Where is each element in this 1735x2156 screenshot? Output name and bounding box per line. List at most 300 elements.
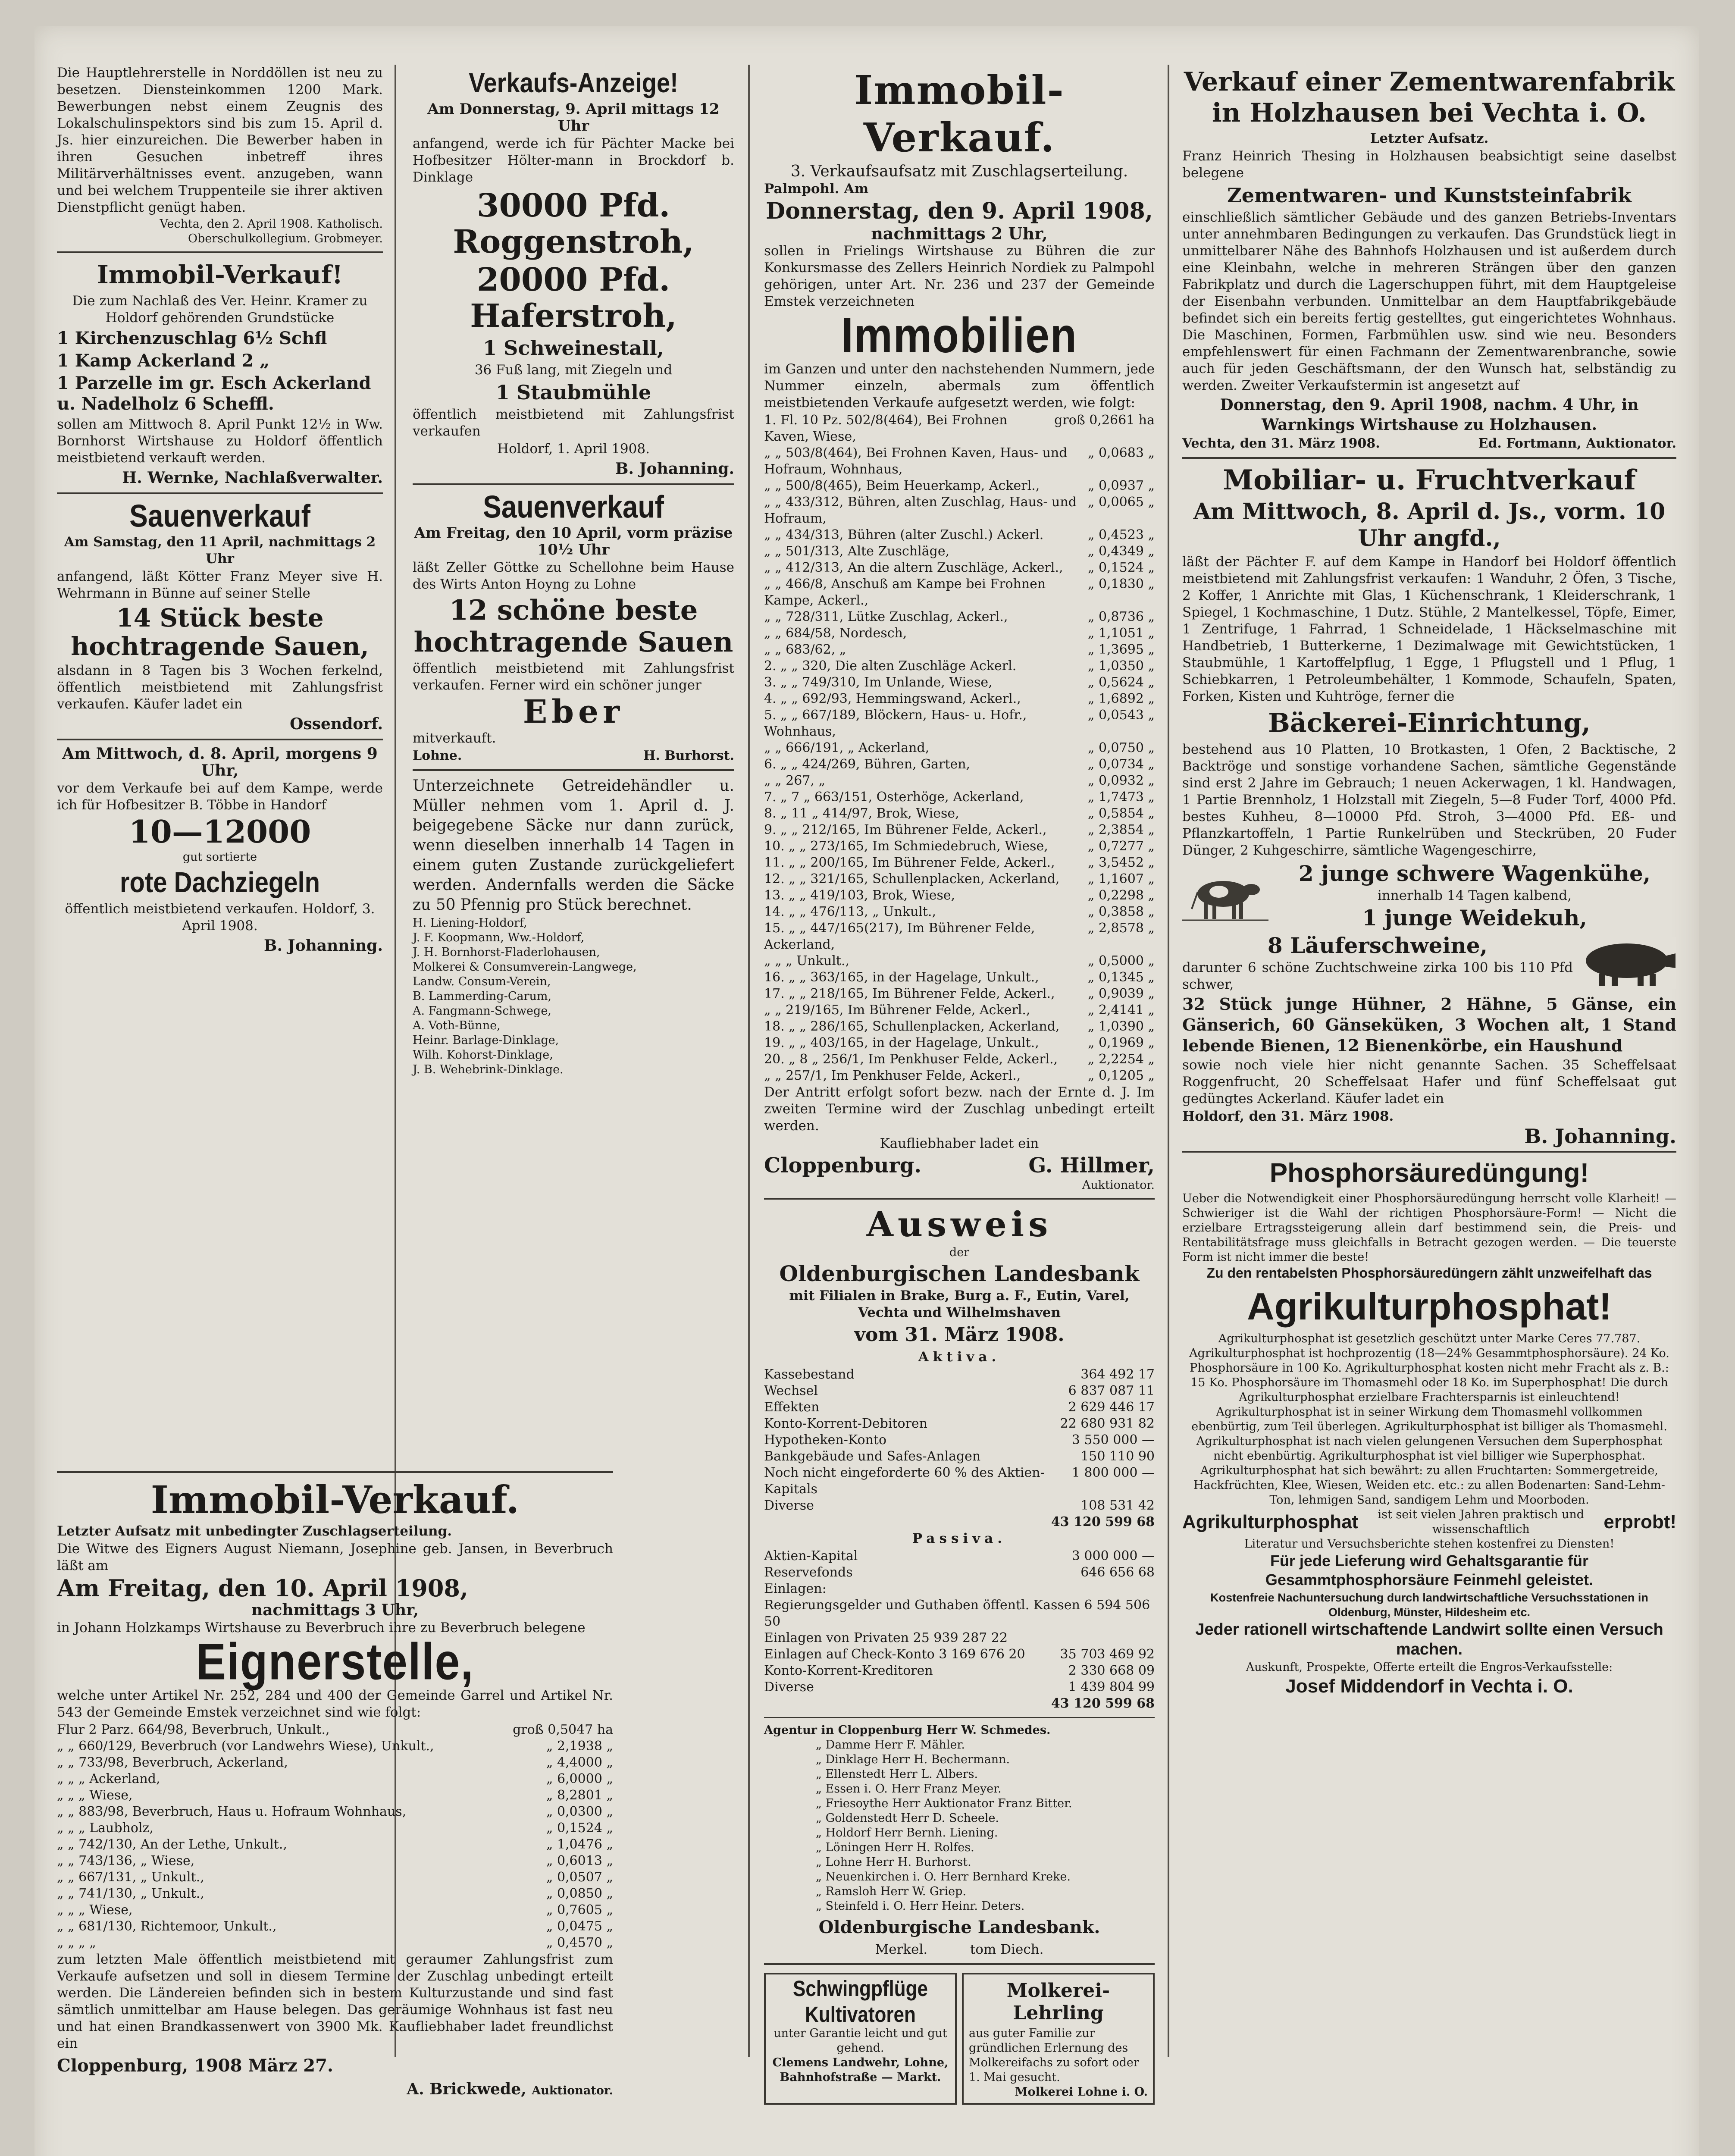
parcel-row [764, 1002, 1155, 1018]
saecke-signer: H. Liening-Holdorf, [413, 916, 527, 930]
eignerstelle-ad-role: Auktionator. [532, 2084, 613, 2097]
agents-title: Agentur in Cloppenburg Herr W. Schmedes. [764, 1724, 1051, 1737]
verkaufs-anzeige-date: Am Donnerstag, 9. April mittags 12 Uhr [427, 100, 720, 135]
parcel-row [764, 855, 1155, 871]
parcel-row [764, 740, 1155, 756]
parcel-size: „ 1,0350 „ [1087, 658, 1155, 674]
aktiva-title: Aktiva. [918, 1349, 1001, 1365]
passiva-label: Aktien-Kapital [764, 1548, 858, 1564]
parcel-desc: 2. „ „ 320, Die alten Zuschläge Ackerl. [764, 658, 1017, 674]
zementfabrik-headline: Zementwaren- und Kunststeinfabrik [1227, 184, 1632, 207]
parcel-size: „ 1,1051 „ [1087, 626, 1155, 641]
parcel-desc: „ „ 466/8, Anschuß am Kampe bei Frohnen Kampe, Ackerl., [764, 577, 1046, 608]
parcel-row [764, 494, 1155, 527]
aktiva-value: 43 120 599 68 [1051, 1514, 1155, 1529]
ausweis-title: Ausweis [866, 1204, 1052, 1244]
zementfabrik-ad [1182, 66, 1676, 452]
parcel-desc: „ „ 883/98, Beverbruch, Haus u. Hofraum Wohnhaus, [57, 1804, 407, 1819]
parcel-row [57, 1722, 613, 1738]
parcel-desc: „ „ „ Unkult., [764, 953, 850, 968]
parcel-desc: „ „ „ Wiese, [57, 1788, 133, 1803]
parcel-row [764, 707, 1155, 740]
aktiva-row [764, 1465, 1155, 1498]
parcel-row [764, 838, 1155, 855]
bank-names: Merkel. tom Diech. [875, 1942, 1044, 1957]
parcel-size: „ 2,2254 „ [1087, 1052, 1155, 1067]
pig-icon [1577, 937, 1676, 989]
sauen-ad-2-date: Am Freitag, den 10 April, vorm präzise 10½ Uhr [414, 524, 733, 558]
parcel-desc: 13. „ „ 419/103, Brok, Wiese, [764, 888, 955, 903]
parcel-desc: „ „ 743/136, „ Wiese, [57, 1853, 195, 1868]
parcel-size: „ 0,3858 „ [1087, 904, 1155, 919]
zementfabrik-sign [1182, 436, 1676, 452]
sauen-ad-text2: alsdann in 8 Tagen bis 3 Wochen ferkelnd, öffentlich meistbietend mit Zahlungsfrist verkaufen. Käufer ladet ein [57, 663, 383, 712]
parcel-row [57, 1886, 613, 1902]
passiva-row [764, 1663, 1155, 1679]
teacher-ad-sign: Vechta, den 2. April 1908. Katholisch. Oberschulkollegium. Grobmeyer. [160, 217, 383, 245]
passiva-label: Regierungsgelder und Guthaben öffentl. Kassen 6 594 506 50 [764, 1598, 1150, 1629]
saecke-signer: J. H. Bornhorst-Fladerlohausen, [413, 946, 600, 959]
parcel-desc: „ „ „ Laubholz, [57, 1821, 153, 1836]
saecke-signer: Molkerei & Consumverein-Langwege, [413, 960, 637, 974]
parcel-size: „ 0,0932 „ [1087, 773, 1155, 788]
immobilien-ad-signer: G. Hillmer, [1028, 1153, 1155, 1178]
eignerstelle-ad-text: Die Witwe des Eigners August Niemann, Josephine geb. Jansen, in Beverbruch läßt am [57, 1541, 613, 1573]
pigs-row [1182, 932, 1676, 994]
saecke-signer: J. F. Koopmann, Ww.-Holdorf, [413, 931, 585, 944]
parcel-size: „ 0,5854 „ [1087, 806, 1155, 821]
parcel-row [57, 1771, 613, 1787]
phosphor-proven [1182, 1507, 1676, 1537]
saecke-signer: B. Lammerding-Carum, [413, 990, 552, 1003]
passiva-value: 35 703 469 92 [1060, 1647, 1155, 1662]
parcel-desc: „ „ 503/8(464), Bei Frohnen Kaven, Haus- und Hofraum, Wohnhaus, [764, 445, 1068, 477]
eignerstelle-ad-time: nachmittags 3 Uhr, [251, 1601, 419, 1619]
cows-row [1182, 860, 1676, 932]
aktiva-row [764, 1498, 1155, 1514]
sauen-ad-2-signer: H. Burhorst. [643, 748, 734, 763]
parcel-desc: „ „ „ Wiese, [57, 1902, 133, 1918]
cows-sub: innerhalb 14 Tagen kalbend, [1377, 888, 1572, 903]
molkerei-sign: Molkerei Lohne i. O. [1015, 2085, 1148, 2099]
eignerstelle-ad [47, 1466, 744, 2098]
immobilien-ad-place: Palmpohl. Am [764, 181, 869, 197]
parcel-size: groß 0,2661 ha [1054, 413, 1155, 428]
aktiva-row [764, 1432, 1155, 1448]
pigs-text: darunter 6 schöne Zuchtschweine zirka 100 bis 110 Pfd schwer, [1182, 960, 1573, 992]
parcel-row [57, 1804, 613, 1820]
parcel-desc: „ „ 667/131, „ Unkult., [57, 1870, 204, 1885]
mobiliar-ad [1182, 464, 1676, 1146]
parcel-size: „ 0,0683 „ [1087, 445, 1155, 461]
parcel-size: „ 0,1524 „ [546, 1821, 613, 1836]
baeckerei-headline: Bäckerei-Einrichtung, [1268, 708, 1591, 738]
parcel-desc: „ „ „ „ [57, 1935, 96, 1950]
dachziegel-ad [57, 746, 383, 955]
dachziegel-ad-text2: öffentlich meistbietend verkaufen. Holdorf, 3. April 1908. [65, 901, 375, 934]
aktiva-label: Konto-Korrent-Debitoren [764, 1416, 927, 1431]
column-2 [403, 65, 744, 1151]
parcel-size: „ 1,1607 „ [1087, 871, 1155, 887]
passiva-label: Einlagen auf Check-Konto 3 169 676 20 [764, 1647, 1025, 1662]
parcel-row [764, 1035, 1155, 1051]
zementfabrik-place: Vechta, den 31. März 1908. [1182, 436, 1380, 451]
ausweis-bank: Oldenburgischen Landesbank [779, 1261, 1140, 1286]
parcel-row [764, 986, 1155, 1002]
saecke-signer: Heinr. Barlage-Dinklage, [413, 1034, 559, 1047]
immobil-ad-text: sollen am Mittwoch 8. April Punkt 12½ in Ww. Bornhorst Wirtshause zu Holdorf öffentlich meistbietend verkauft werden. [57, 417, 383, 466]
parcel-row [764, 478, 1155, 494]
aktiva-value: 108 531 42 [1080, 1498, 1155, 1513]
parcel-size: „ 0,2298 „ [1087, 888, 1155, 903]
parcel-desc: 19. „ „ 403/165, in der Hagelage, Unkult., [764, 1035, 1039, 1050]
zementfabrik-signer: Ed. Fortmann, Auktionator. [1478, 436, 1676, 451]
sauen-ad [57, 499, 383, 733]
immobilien-ad-title: Immobil-Verkauf. [854, 67, 1065, 161]
column-3 [755, 65, 1164, 2099]
parcel-size: „ 2,1938 „ [546, 1739, 613, 1754]
bottom-ads-row [764, 1970, 1155, 2107]
aktiva-label: Wechsel [764, 1383, 818, 1398]
passiva-table [764, 1548, 1155, 1712]
parcel-size: „ 0,0850 „ [546, 1886, 613, 1901]
immobilien-ad-text2: im Ganzen und unter den nachstehenden Nummern, jede Nummer einzeln, abermals zum öffentlich meistbietenden Verkaufe aufgesetzt werden, wie folgt: [764, 361, 1155, 411]
phosphor-proven-word: erprobt! [1603, 1511, 1676, 1532]
parcel-row [764, 756, 1155, 773]
parcel-desc: 18. „ „ 286/165, Schullenplacken, Ackerland, [764, 1019, 1060, 1034]
mobiliar-text: läßt der Pächter F. auf dem Kampe in Handorf bei Holdorf öffentlich meistbietend mit Zahlungsfrist verkaufen: 1 Wanduhr, 2 Öfen, 3 Tische, 2 Koffer, 1 Anrichte mit Glas, 1 Küchenschrank, 1 Kleiderschrank, 1 Spiegel, 1 Kochmaschine, 1 Dutz. Stühle, 2 Mantelkessel, Töpfe, Eimer, 1 Zentrifuge, 1 Fahrrad, 1 Schneidelade, 1 Häckselmaschine mit Handbetrieb, 1 Butterkerne, 1 Dezimalwage mit Gewichtstücken, 1 Staubmühle, 1 Kartoffelpflug, 1 Egge, 1 Pflugstell und 1 Pflug, 1 Schiebkarren, 1 Petroleumbehälter, 1 Kommode, Schaufeln, Spaten, Forken, Kisten und Kuhtröge, ferner die [1182, 554, 1676, 704]
parcel-size: „ 0,1345 „ [1087, 970, 1155, 985]
phosphor-guarantee: Für jede Lieferung wird Gehaltsgarantie für Gesammtphosphorsäure Feinmehl geleistet. [1265, 1552, 1594, 1589]
sauen-ad-2-sign [413, 748, 734, 764]
parcel-desc: „ „ 666/191, „ Ackerland, [764, 740, 930, 755]
saecke-signer: J. B. Wehebrink-Dinklage. [413, 1063, 564, 1076]
ausweis-branches: mit Filialen in Brake, Burg a. F., Eutin, Varel, Vechta und Wilhelmshaven [789, 1288, 1130, 1320]
parcel-size: „ 0,0937 „ [1087, 478, 1155, 493]
saecke-signer: Wilh. Kohorst-Dinklage, [413, 1048, 553, 1062]
passiva-value: 646 656 68 [1080, 1565, 1155, 1580]
parcel-size: „ 1,0390 „ [1087, 1019, 1155, 1034]
parcel-desc: 10. „ „ 273/165, Im Schmiedebruch, Wiese, [764, 839, 1048, 854]
parcel-desc: „ „ 501/313, Alte Zuschläge, [764, 544, 950, 559]
parcel-row [764, 773, 1155, 789]
parcel-row [764, 412, 1155, 445]
aktiva-value: 150 110 90 [1080, 1449, 1155, 1464]
parcel-desc: „ „ 257/1, Im Penkhuser Felde, Ackerl., [764, 1068, 1021, 1083]
immobil-ad-intro: Die zum Nachlaß des Ver. Heinr. Kramer zu Holdorf gehörenden Grundstücke [72, 293, 368, 326]
passiva-title: Passiva. [912, 1531, 1007, 1546]
parcel-row [57, 1853, 613, 1869]
immobilien-ad-end: Der Antritt erfolgt sofort bezw. nach der Ernte d. J. Im zweiten Termine wird der Zuschlag unbedingt erteilt werden. [764, 1084, 1155, 1134]
parcel-size: „ 0,5000 „ [1087, 953, 1155, 968]
parcel-row [764, 658, 1155, 674]
passiva-row [764, 1548, 1155, 1564]
immobilien-ad [764, 66, 1155, 1193]
parcel-size: „ 0,6013 „ [546, 1853, 613, 1868]
verkaufs-anzeige-text2: öffentlich meistbietend mit Zahlungsfrist verkaufen [413, 407, 734, 439]
parcel-row [764, 904, 1155, 920]
passiva-row [764, 1630, 1155, 1646]
immobilien-ad-text: sollen in Frielings Wirtshause zu Bühren die zur Konkursmasse des Zellers Heinrich Nordiek zu Palmpohl gehörigen, unter Art. Nr. 236 und 237 der Gemeinde Emstek verzeichneten [764, 243, 1155, 309]
parcel-row [764, 805, 1155, 822]
ausweis-statement [764, 1205, 1155, 1958]
parcel-size: „ 2,3854 „ [1087, 822, 1155, 837]
parcel-desc: Flur 2 Parz. 664/98, Beverbruch, Unkult., [57, 1722, 330, 1737]
cows-headline: 2 junge schwere Wagenkühe, [1298, 861, 1651, 886]
parcel-size: groß 0,5047 ha [513, 1722, 613, 1737]
column-divider [748, 65, 750, 2057]
passiva-row [764, 1679, 1155, 1695]
parcel-desc: 4. „ „ 692/93, Hemmingswand, Ackerl., [764, 691, 1021, 706]
parcel-size: „ 0,0543 „ [1087, 708, 1155, 723]
sauen-ad-title: Sauenverkauf [129, 498, 310, 534]
sauen-ad-2-place: Lohne. [413, 748, 462, 763]
cow2-headline: 1 junge Weidekuh, [1362, 905, 1587, 931]
phosphor-proven-text: ist seit vielen Jahren praktisch und wissenschaftlich [1378, 1508, 1585, 1536]
parcel-row [764, 445, 1155, 478]
phosphor-sign: Josef Middendorf in Vechta i. O. [1285, 1676, 1573, 1697]
poultry-text: 32 Stück junge Hühner, 2 Hähne, 5 Gänse, ein Gänserich, 60 Gänseküken, 3 Wochen alt, 1 Stand lebende Bienen, 12 Bienenkörbe, ein Haushund [1182, 994, 1676, 1055]
aktiva-row [764, 1448, 1155, 1465]
parcel-desc: „ „ 728/311, Lütke Zuschlag, Ackerl., [764, 609, 1008, 624]
phosphor-head: Zu den rentabelsten Phosphorsäuredüngern zählt unzweifelhaft das [1206, 1265, 1652, 1281]
parcel-size: „ 0,0507 „ [546, 1870, 613, 1885]
immobilien-parcel-list [764, 412, 1155, 1084]
parcel-size: „ 3,5452 „ [1087, 855, 1155, 870]
eignerstelle-parcel-list [57, 1722, 613, 1951]
parcel-size: „ 0,1524 „ [1087, 560, 1155, 575]
eignerstelle-ad-sub: Letzter Aufsatz mit unbedingter Zuschlagserteilung. [57, 1523, 452, 1539]
parcel-size: „ 0,7605 „ [546, 1902, 613, 1918]
parcel-row [57, 1869, 613, 1886]
saecke-notice-text: Unterzeichnete Getreidehändler u. Müller nehmen vom 1. April d. J. beigegebene Säcke nur dann zurück, wenn dieselben innerhalb 14 Tagen in einem guten Zustande zurückgeliefert werden. Andernfalls werden die Säcke zu 50 Pfennig pro Stück berechnet. [413, 777, 734, 914]
sauen-ad-2-text2: öffentlich meistbietend mit Zahlungsfrist verkaufen. Ferner wird ein schöner junger [413, 661, 734, 693]
sauen-ad-2 [413, 490, 734, 764]
parcel-size: „ 0,0300 „ [546, 1804, 613, 1819]
aktiva-label: Kassebestand [764, 1367, 855, 1382]
bank-sign: Oldenburgische Landesbank. [818, 1917, 1100, 1937]
passiva-row [764, 1646, 1155, 1663]
parcel-size: „ 0,5624 „ [1087, 675, 1155, 690]
phosphor-text4: Literatur und Versuchsberichte stehen kostenfrei zu Diensten! [1244, 1537, 1615, 1551]
parcel-size: „ 0,0065 „ [1087, 495, 1155, 510]
zementfabrik-date: Donnerstag, den 9. April 1908, nachm. 4 Uhr, in Warnkings Wirtshause zu Holzhausen. [1220, 396, 1639, 434]
phosphor-text1: Ueber die Notwendigkeit einer Phosphorsäuredüngung herrscht volle Klarheit! — Schwieriger ist die Wahl der richtigen Phosphorsäure-Form! — Nicht die erzielbare Ertragssteigerung allein darf bestimmend sein, die Preis- und Rentabilitätsfrage muss gleichfalls in Betracht gezogen werden. — Die teuerste Form ist nicht immer die beste! [1182, 1192, 1676, 1264]
sauen-ad-2-text3: mitverkauft. [413, 730, 496, 746]
immobilien-ad-headline: Immobilien [841, 307, 1077, 364]
parcel-row [764, 887, 1155, 904]
column-divider [1168, 65, 1169, 2057]
phosphor-text3: Agrikulturphosphat ist in seiner Wirkung dem Thomasmehl vollkommen ebenbürtig, zum Teil überlegen. Agrikulturphosphat ist billiger als Thomasmehl. Agrikulturphosphat ist nach vielen gelungenen Versuchen dem Superphosphat nicht ebenbürtig. Agrikulturphosphat ist viel billiger wie Superphosphat. Agrikulturphosphat hat sich bewährt: zu allen Fruchtarten: Sommergetreide, Hackfrüchten, Klee, Wiesen, Weiden etc. etc.: zu allen Bodenarten: Sand-Lehm-Ton, lehmigen Sand, sandigem Lehm und Moorboden. [1191, 1405, 1667, 1507]
phosphor-title: Phosphorsäuredüngung! [1269, 1158, 1589, 1188]
parcel-row [764, 953, 1155, 969]
parcel-desc: 5. „ „ 667/189, Blöckern, Haus- u. Hofr., Wohnhaus, [764, 708, 1027, 739]
aktiva-value: 22 680 931 82 [1060, 1416, 1155, 1431]
parcel-desc: 9. „ „ 212/165, Im Bührener Felde, Ackerl., [764, 822, 1047, 837]
verkaufs-anzeige-sign: B. Johanning. [615, 460, 734, 478]
sauen-ad-2-title: Sauenverkauf [483, 489, 664, 525]
parcel-desc: 16. „ „ 363/165, in der Hagelage, Unkult., [764, 970, 1039, 985]
mobiliar-text4: sowie noch viele hier nicht genannte Sachen. 35 Scheffelsaat Roggenfrucht, 20 Scheffelsaat Hafer und fünf Scheffelsaat gut gedüngtes Ackerland. Käufer ladet ein [1182, 1057, 1676, 1106]
parcel-row [764, 560, 1155, 576]
phosphor-text5: Kostenfreie Nachuntersuchung durch landwirtschaftliche Versuchsstationen in Oldenburg, Münster, Hildesheim etc. [1210, 1591, 1648, 1619]
parcel-row [764, 969, 1155, 986]
dachziegel-ad-sub: gut sortierte [182, 850, 257, 864]
parcel-size: „ 0,1830 „ [1087, 577, 1155, 592]
mobiliar-sign: B. Johanning. [1524, 1125, 1676, 1148]
agent-entry: „ Essen i. O. Herr Franz Meyer. [816, 1782, 1002, 1796]
passiva-label: Einlagen: [764, 1581, 827, 1596]
verkaufs-anzeige-text: anfangend, werde ich für Pächter Macke bei Hofbesitzer Hölter-mann in Brockdorf b. Dinklage [413, 136, 734, 185]
phosphor-ad [1182, 1158, 1676, 1698]
parcel-desc: „ „ 500/8(465), Beim Heuerkamp, Ackerl., [764, 478, 1040, 493]
parcel-size: „ 8,2801 „ [546, 1788, 613, 1803]
parcel-desc: „ „ 267, „ [764, 773, 826, 788]
schwingpflug-text: unter Garantie leicht und gut gehend. [774, 2027, 947, 2055]
dachziegel-ad-text: vor dem Verkaufe bei auf dem Kampe, werde ich für Hofbesitzer B. Többe in Handorf [57, 780, 383, 813]
sauen-ad-2-headline: 12 schöne beste hochtragende Sauen [413, 594, 733, 658]
parcel-desc: „ „ 741/130, „ Unkult., [57, 1886, 204, 1901]
aktiva-value: 1 800 000 — [1071, 1465, 1155, 1480]
zementfabrik-text2: einschließlich sämtlicher Gebäude und des ganzen Betriebs-Inventars unter annehmbaren Bedingungen zu verkaufen. Das Grundstück liegt in unmittelbarer Nähe des Bahnhofs Holzhausen und ist außerdem durch eine Kleinbahn, welche in mehreren Strängen über den ganzen Fabrikplatz und durch die Lagerschuppen führt, mit dem Hauptgeleise der Eisenbahn verbunden. Unmittelbar an dem Hauptfabrikgebäude befindet sich ein bereits fertig gestelltes, gut eingerichtetes Wohnhaus. Die Maschinen, Formen, Farbmühlen usw. sind wie neu. Besonders empfehlenswert für einen Fachmann der Zementwarenbranche, sowie auch für jeden Geschäftsmann, der den Wunsch hat, selbständig zu werden. Zweiter Verkaufstermin ist angesetzt auf [1182, 210, 1676, 393]
parcel-desc: 3. „ „ 749/310, Im Unlande, Wiese, [764, 675, 993, 690]
parcel-size: „ 1,6892 „ [1087, 691, 1155, 706]
aktiva-row [764, 1399, 1155, 1416]
parcel-row [764, 822, 1155, 838]
parcel-size: „ 0,1205 „ [1087, 1068, 1155, 1083]
parcel-row [764, 1068, 1155, 1084]
parcel-size: „ 0,4523 „ [1087, 527, 1155, 542]
dachziegel-ad-sign: B. Johanning. [264, 937, 383, 955]
parcel-row [764, 1018, 1155, 1035]
aktiva-row [764, 1416, 1155, 1432]
sauen-ad-2-text: läßt Zeller Göttke zu Schellohne beim Hause des Wirts Anton Hoyng zu Lohne [413, 560, 734, 592]
parcel-row [764, 576, 1155, 609]
immobil-item: 1 Kamp Ackerland 2 „ [57, 351, 270, 371]
verkaufs-anzeige-roggenstroh: 30000 Pfd. Roggenstroh, [453, 187, 694, 260]
column-4 [1173, 65, 1686, 2057]
parcel-desc: 7. „ 7 „ 663/151, Osterhöge, Ackerland, [764, 790, 1024, 805]
passiva-label: Einlagen von Privaten 25 939 287 22 [764, 1630, 1008, 1645]
mobiliar-date: Am Mittwoch, 8. April d. Js., vorm. 10 Uhr angfd., [1193, 498, 1666, 552]
parcel-desc: „ „ 733/98, Beverbruch, Ackerland, [57, 1755, 288, 1770]
ausweis-date: vom 31. März 1908. [854, 1324, 1065, 1346]
parcel-row [764, 674, 1155, 691]
sauen-ad-headline: 14 Stück beste hochtragende Sauen, [71, 603, 369, 661]
parcel-row [57, 1836, 613, 1853]
aktiva-value: 3 550 000 — [1071, 1432, 1155, 1448]
aktiva-total [764, 1514, 1155, 1530]
parcel-size: „ 1,7473 „ [1087, 790, 1155, 805]
immobil-ad [57, 258, 383, 487]
zementfabrik-sub: Letzter Aufsatz. [1370, 131, 1489, 146]
agent-entry: „ Lohne Herr H. Burhorst. [816, 1855, 971, 1869]
cow-icon [1182, 868, 1268, 924]
phosphor-text6: Auskunft, Prospekte, Offerte erteilt die Engros-Verkaufsstelle: [1246, 1661, 1613, 1674]
molkerei-title: Molkerei-Lehrling [1006, 1980, 1110, 2024]
parcel-desc: „ „ 684/58, Nordesch, [764, 626, 907, 641]
sauen-ad-text: anfangend, läßt Kötter Franz Meyer sive H. Wehrmann in Bünne auf seiner Stelle [57, 569, 383, 601]
agent-entry: „ Löningen Herr H. Rolfes. [816, 1841, 974, 1854]
phosphor-headline: Agrikulturphosphat! [1247, 1285, 1612, 1328]
eignerstelle-ad-text2: in Johann Holzkamps Wirtshause zu Beverbruch ihre zu Beverbruch belegene [57, 1620, 586, 1636]
parcel-desc: „ „ 412/313, An die altern Zuschläge, Ackerl., [764, 560, 1063, 575]
agent-entry: „ Neuenkirchen i. O. Herr Bernhard Kreke. [816, 1870, 1071, 1883]
agent-entry: „ Goldenstedt Herr D. Scheele. [816, 1811, 999, 1825]
parcel-desc: 1. Fl. 10 Pz. 502/8(464), Bei Frohnen Kaven, Wiese, [764, 413, 1008, 444]
passiva-value: 1 439 804 99 [1068, 1680, 1155, 1695]
verkaufs-anzeige-stall-text: 36 Fuß lang, mit Ziegeln und [474, 362, 673, 378]
agent-entry: „ Ellenstedt Herr L. Albers. [816, 1767, 978, 1781]
sauen-ad-2-eber: Eber [523, 693, 624, 730]
phosphor-text2: Agrikulturphosphat ist gesetzlich geschützt unter Marke Ceres 77.787. Agrikulturphosphat ist hochprozentig (18—24% Gesammtphosphorsäure). 24 Ko. Phosphorsäure in 100 Ko. Agrikulturphosphat kosten nicht mehr Fracht als z. B.: 15 Ko. Phosphorsäure im Thomasmehl oder 18 Ko. im Superphosphat! Die durch Agrikulturphosphat erzielbare Frachtersparnis ist einleuchtend! [1189, 1332, 1669, 1404]
parcel-size: „ 1,3695 „ [1087, 642, 1155, 657]
aktiva-label: Diverse [764, 1498, 814, 1513]
parcel-size: „ 0,0750 „ [1087, 740, 1155, 755]
aktiva-value: 6 837 087 11 [1068, 1383, 1155, 1398]
parcel-row [764, 609, 1155, 625]
saecke-notice [413, 776, 734, 1077]
dachziegel-ad-date: Am Mittwoch, d. 8. April, morgens 9 Uhr, [62, 745, 378, 780]
parcel-size: „ 1,0476 „ [546, 1837, 613, 1852]
aktiva-label: Hypotheken-Konto [764, 1432, 887, 1448]
parcel-desc: 15. „ „ 447/165(217), Im Bührener Felde, Ackerland, [764, 921, 1035, 952]
parcel-desc: 14. „ „ 476/113, „ Unkult., [764, 904, 936, 919]
saecke-signer: Landw. Consum-Verein, [413, 975, 551, 988]
eignerstelle-ad-sign [57, 2080, 613, 2099]
schwingpflug-ad [764, 1973, 957, 2105]
immobilien-ad-invite: Kaufliebhaber ladet ein [880, 1136, 1039, 1151]
parcel-desc: 17. „ „ 218/165, Im Bührener Felde, Ackerl., [764, 986, 1055, 1001]
eignerstelle-ad-place: Cloppenburg, 1908 März 27. [57, 2056, 333, 2076]
passiva-row [764, 1597, 1155, 1630]
passiva-label: Diverse [764, 1680, 814, 1695]
verkaufs-anzeige-place: Holdorf, 1. April 1908. [497, 441, 650, 457]
dachziegel-ad-count: 10—12000 [128, 813, 311, 850]
agent-entry: „ Friesoythe Herr Auktionator Franz Bitter. [816, 1797, 1072, 1810]
immobilien-ad-time: nachmittags 2 Uhr, [871, 224, 1048, 243]
saecke-signer: A. Voth-Bünne, [413, 1019, 501, 1032]
schwingpflug-sign: Clemens Landwehr, Lohne, Bahnhofstraße — Markt. [772, 2056, 949, 2084]
agent-entry: „ Dinklage Herr H. Bechermann. [816, 1753, 1010, 1766]
parcel-row [57, 1738, 613, 1755]
parcel-desc: „ „ 219/165, Im Bührener Felde, Ackerl., [764, 1003, 1030, 1018]
passiva-value: 43 120 599 68 [1051, 1696, 1155, 1711]
passiva-label: Reservefonds [764, 1565, 853, 1580]
dachziegel-ad-headline: rote Dachziegeln [119, 866, 320, 899]
parcel-row [57, 1935, 613, 1951]
pigs-headline: 8 Läuferschweine, [1267, 933, 1488, 958]
zementfabrik-text: Franz Heinrich Thesing in Holzhausen beabsichtigt seine daselbst belegene [1182, 148, 1676, 181]
parcel-row [764, 642, 1155, 658]
schwingpflug-title: Schwingpflüge Kultivatoren [793, 1977, 928, 2027]
immobilien-ad-place2: Cloppenburg. [764, 1153, 922, 1178]
parcel-row [764, 527, 1155, 543]
zementfabrik-title: Verkauf einer Zementwarenfabrik in Holzhausen bei Vechta i. O. [1184, 67, 1675, 128]
mobiliar-text2: bestehend aus 10 Platten, 10 Brotkasten, 1 Ofen, 2 Backtische, 2 Backtröge und sonstige vorhandene Sachen, sämtliche Gegenstände sind erst 2 Jahre im Gebrauch; 1 neuen Ackerwagen, 1 kl. Handwagen, 1 Partie Brennholz, 1 Holzstall mit Ziegeln, 5—8 Fuder Torf, 4000 Pfd. bestes Kuhheu, 8—10000 Pfd. Stroh, 3—4000 Pfd. Eß- und Pflanzkartoffeln, 1 Partie Runkelrüben und Steckrüben, 20 Fuder Dünger, 2 Kuhgeschirre, sämtliche Wagengeschirre, [1182, 742, 1676, 858]
teacher-ad [57, 65, 383, 246]
eignerstelle-ad-title: Immobil-Verkauf. [150, 1477, 520, 1522]
mobiliar-place: Holdorf, den 31. März 1908. [1182, 1109, 1394, 1124]
agent-entry: „ Holdorf Herr Bernh. Liening. [816, 1826, 998, 1839]
aktiva-row [764, 1383, 1155, 1399]
passiva-value: 2 330 668 09 [1068, 1663, 1155, 1678]
parcel-row [57, 1787, 613, 1804]
molkerei-ad [962, 1973, 1155, 2105]
parcel-size: „ 2,4141 „ [1087, 1003, 1155, 1018]
passiva-label: Konto-Korrent-Kreditoren [764, 1663, 933, 1678]
parcel-row [57, 1755, 613, 1771]
